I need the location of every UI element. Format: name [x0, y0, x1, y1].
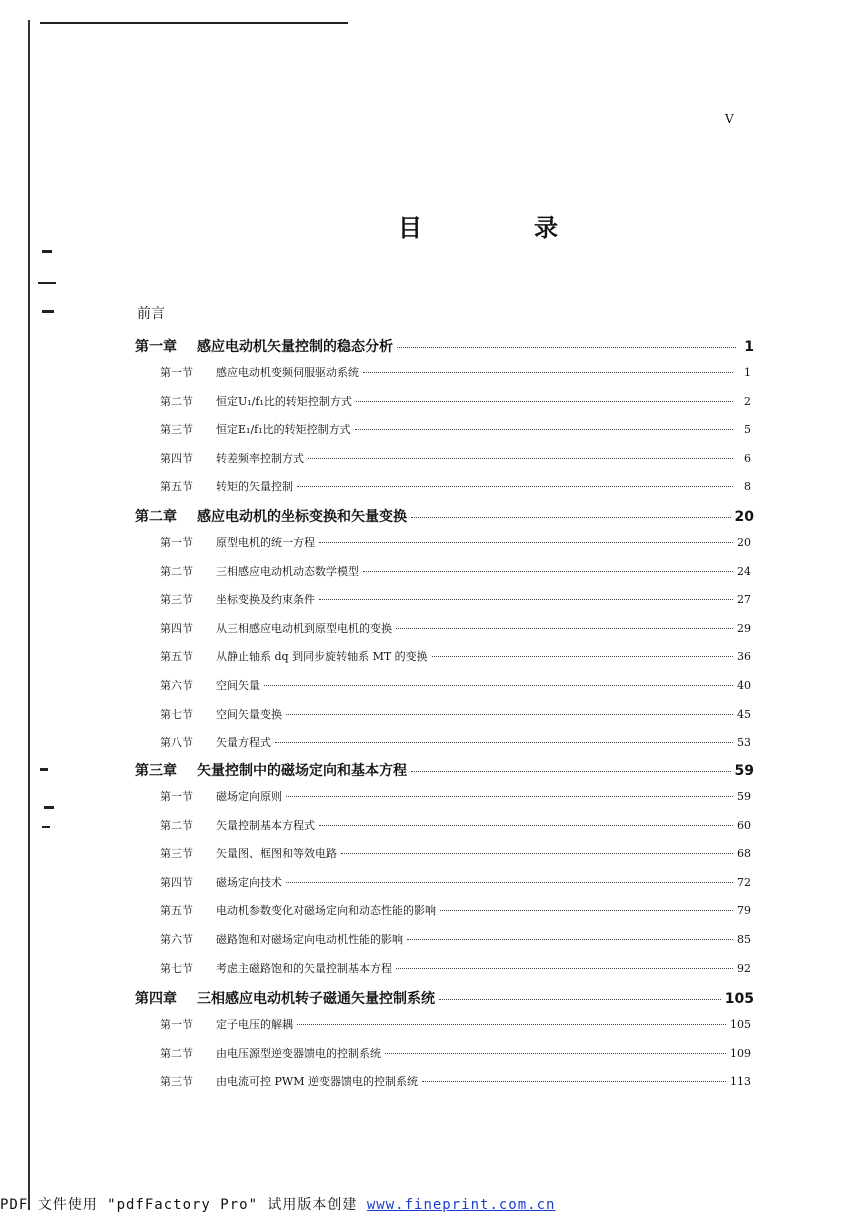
toc-chapter-page: 1 [744, 339, 754, 355]
dot-leader [363, 571, 733, 572]
dot-leader [411, 771, 731, 772]
toc-section-page: 53 [737, 736, 751, 749]
toc-section-title: 磁场定向原则 [216, 790, 282, 803]
dot-leader [363, 372, 733, 373]
dot-leader [432, 656, 733, 657]
toc-section-label: 第五节 [160, 480, 193, 493]
toc-section-title: 磁路饱和对磁场定向电动机性能的影响 [216, 933, 403, 946]
toc-chapter-label: 第二章 [135, 509, 177, 525]
toc-chapter-label: 第四章 [135, 991, 177, 1007]
toc-section-page: 85 [737, 933, 751, 946]
toc-section-label: 第三节 [160, 847, 193, 860]
toc-section-title: 恒定U₁/f₁比的转矩控制方式 [216, 395, 352, 408]
toc-section-label: 第五节 [160, 904, 193, 917]
toc-section[interactable] [160, 788, 751, 804]
dot-leader [319, 825, 733, 826]
toc-section[interactable] [160, 1073, 751, 1089]
toc-section-page: 59 [737, 790, 751, 803]
toc-section-page: 1 [744, 366, 751, 379]
toc-section[interactable] [160, 874, 751, 890]
toc-section-label: 第六节 [160, 679, 193, 692]
toc-section-label: 第四节 [160, 452, 193, 465]
toc-section-title: 原型电机的统一方程 [216, 536, 315, 549]
toc-section[interactable] [160, 478, 751, 494]
toc-section-page: 6 [744, 452, 751, 465]
toc-section-title: 定子电压的解耦 [216, 1018, 293, 1031]
toc-section-page: 5 [744, 423, 751, 436]
toc-section-page: 79 [737, 904, 751, 917]
toc-section-page: 45 [737, 708, 751, 721]
dot-leader [439, 999, 721, 1000]
toc-section[interactable] [160, 706, 751, 722]
toc-section[interactable] [160, 421, 751, 437]
toc-section[interactable] [160, 931, 751, 947]
toc-section[interactable] [160, 1016, 751, 1032]
toc-section[interactable] [160, 902, 751, 918]
dot-leader [286, 796, 733, 797]
toc-section-label: 第二节 [160, 395, 193, 408]
toc-section-page: 36 [737, 650, 751, 663]
toc-section-title: 转矩的矢量控制 [216, 480, 293, 493]
toc-chapter-label: 第三章 [135, 763, 177, 779]
toc-section-title: 坐标变换及约束条件 [216, 593, 315, 606]
toc-section-page: 20 [737, 536, 751, 549]
toc-section-page: 105 [730, 1018, 751, 1031]
page-number: V [725, 112, 734, 126]
dot-leader [308, 458, 733, 459]
toc-section[interactable] [160, 817, 751, 833]
dot-leader [319, 542, 733, 543]
toc-section-label: 第三节 [160, 593, 193, 606]
toc-section[interactable] [160, 563, 751, 579]
toc-section-page: 92 [737, 962, 751, 975]
toc-section-label: 第八节 [160, 736, 193, 749]
toc-section-label: 第六节 [160, 933, 193, 946]
toc-section-label: 第五节 [160, 650, 193, 663]
dot-leader [355, 429, 733, 430]
toc-section-label: 第二节 [160, 819, 193, 832]
toc-section-title: 空间矢量变换 [216, 708, 282, 721]
toc-section-title: 三相感应电动机动态数学模型 [216, 565, 359, 578]
toc-section-page: 8 [744, 480, 751, 493]
toc-chapter-title: 三相感应电动机转子磁通矢量控制系统 [197, 991, 435, 1007]
toc-section-title: 矢量控制基本方程式 [216, 819, 315, 832]
toc-preface[interactable]: 前言 [137, 306, 165, 322]
toc-section-label: 第二节 [160, 565, 193, 578]
toc-section-title: 感应电动机变频伺服驱动系统 [216, 366, 359, 379]
toc-section-label: 第七节 [160, 962, 193, 975]
toc-section-label: 第四节 [160, 622, 193, 635]
toc-chapter[interactable] [135, 506, 754, 526]
toc-chapter[interactable] [135, 988, 754, 1008]
dot-leader [275, 742, 733, 743]
page-title: 目 录 [398, 214, 602, 242]
toc-section[interactable] [160, 734, 751, 750]
dot-leader [407, 939, 733, 940]
dot-leader [440, 910, 733, 911]
toc-section-label: 第一节 [160, 790, 193, 803]
toc-section[interactable] [160, 393, 751, 409]
toc-section-page: 113 [730, 1075, 751, 1088]
toc-section-title: 矢量方程式 [216, 736, 271, 749]
toc-section-label: 第二节 [160, 1047, 193, 1060]
pdf-footer [0, 1194, 555, 1214]
dot-leader [286, 714, 733, 715]
toc-section-page: 2 [744, 395, 751, 408]
toc-chapter[interactable] [135, 336, 754, 356]
dot-leader [422, 1081, 726, 1082]
toc-section[interactable] [160, 648, 751, 664]
toc-chapter[interactable] [135, 760, 754, 780]
toc-section-title: 由电流可控 PWM 逆变器馈电的控制系统 [216, 1075, 418, 1088]
toc-section-page: 109 [730, 1047, 751, 1060]
dot-leader [411, 517, 731, 518]
dot-leader [286, 882, 733, 883]
dot-leader [264, 685, 733, 686]
toc-section-title: 矢量图、框图和等效电路 [216, 847, 337, 860]
toc-chapter-title: 矢量控制中的磁场定向和基本方程 [197, 763, 407, 779]
dot-leader [356, 401, 733, 402]
toc-section-page: 24 [737, 565, 751, 578]
toc-section[interactable] [160, 450, 751, 466]
toc-section-page: 68 [737, 847, 751, 860]
toc-section-page: 27 [737, 593, 751, 606]
dot-leader [341, 853, 733, 854]
dot-leader [396, 968, 733, 969]
toc-section[interactable] [160, 960, 751, 976]
toc-section-title: 由电压源型逆变器馈电的控制系统 [216, 1047, 381, 1060]
dot-leader [385, 1053, 726, 1054]
toc-section-label: 第三节 [160, 423, 193, 436]
toc-section-title: 空间矢量 [216, 679, 260, 692]
dot-leader [397, 347, 736, 348]
toc-section-page: 60 [737, 819, 751, 832]
toc-chapter-title: 感应电动机的坐标变换和矢量变换 [197, 509, 407, 525]
dot-leader [297, 1024, 726, 1025]
toc-section-title: 从静止轴系 dq 到同步旋转轴系 MT 的变换 [216, 650, 428, 663]
toc-section[interactable] [160, 677, 751, 693]
toc-section-title: 从三相感应电动机到原型电机的变换 [216, 622, 392, 635]
toc-section-label: 第四节 [160, 876, 193, 889]
dot-leader [396, 628, 733, 629]
toc-section-title: 磁场定向技术 [216, 876, 282, 889]
toc-section[interactable] [160, 364, 751, 380]
toc-section-page: 29 [737, 622, 751, 635]
toc-section-title: 电动机参数变化对磁场定向和动态性能的影响 [216, 904, 436, 917]
toc-chapter-page: 20 [734, 509, 754, 525]
toc-section[interactable] [160, 620, 751, 636]
toc-chapter-title: 感应电动机矢量控制的稳态分析 [197, 339, 393, 355]
toc-section-title: 考虑主磁路饱和的矢量控制基本方程 [216, 962, 392, 975]
dot-leader [319, 599, 733, 600]
toc-chapter-page: 105 [724, 991, 754, 1007]
toc-section[interactable] [160, 591, 751, 607]
toc-section-page: 72 [737, 876, 751, 889]
toc-section-title: 转差频率控制方式 [216, 452, 304, 465]
toc-chapter-page: 59 [734, 763, 754, 779]
toc-section-label: 第一节 [160, 536, 193, 549]
dot-leader [297, 486, 733, 487]
toc-chapter-label: 第一章 [135, 339, 177, 355]
footer-text: PDF 文件使用 "pdfFactory Pro" 试用版本创建 [0, 1197, 358, 1213]
toc-section-title: 恒定E₁/f₁比的转矩控制方式 [216, 423, 351, 436]
toc-section-label: 第三节 [160, 1075, 193, 1088]
footer-link[interactable]: www.fineprint.com.cn [366, 1197, 556, 1213]
toc-section-page: 40 [737, 679, 751, 692]
toc-section[interactable] [160, 534, 751, 550]
toc-section-label: 第一节 [160, 366, 193, 379]
toc-section[interactable] [160, 1045, 751, 1061]
toc-section-label: 第七节 [160, 708, 193, 721]
toc-section-label: 第一节 [160, 1018, 193, 1031]
toc-section[interactable] [160, 845, 751, 861]
